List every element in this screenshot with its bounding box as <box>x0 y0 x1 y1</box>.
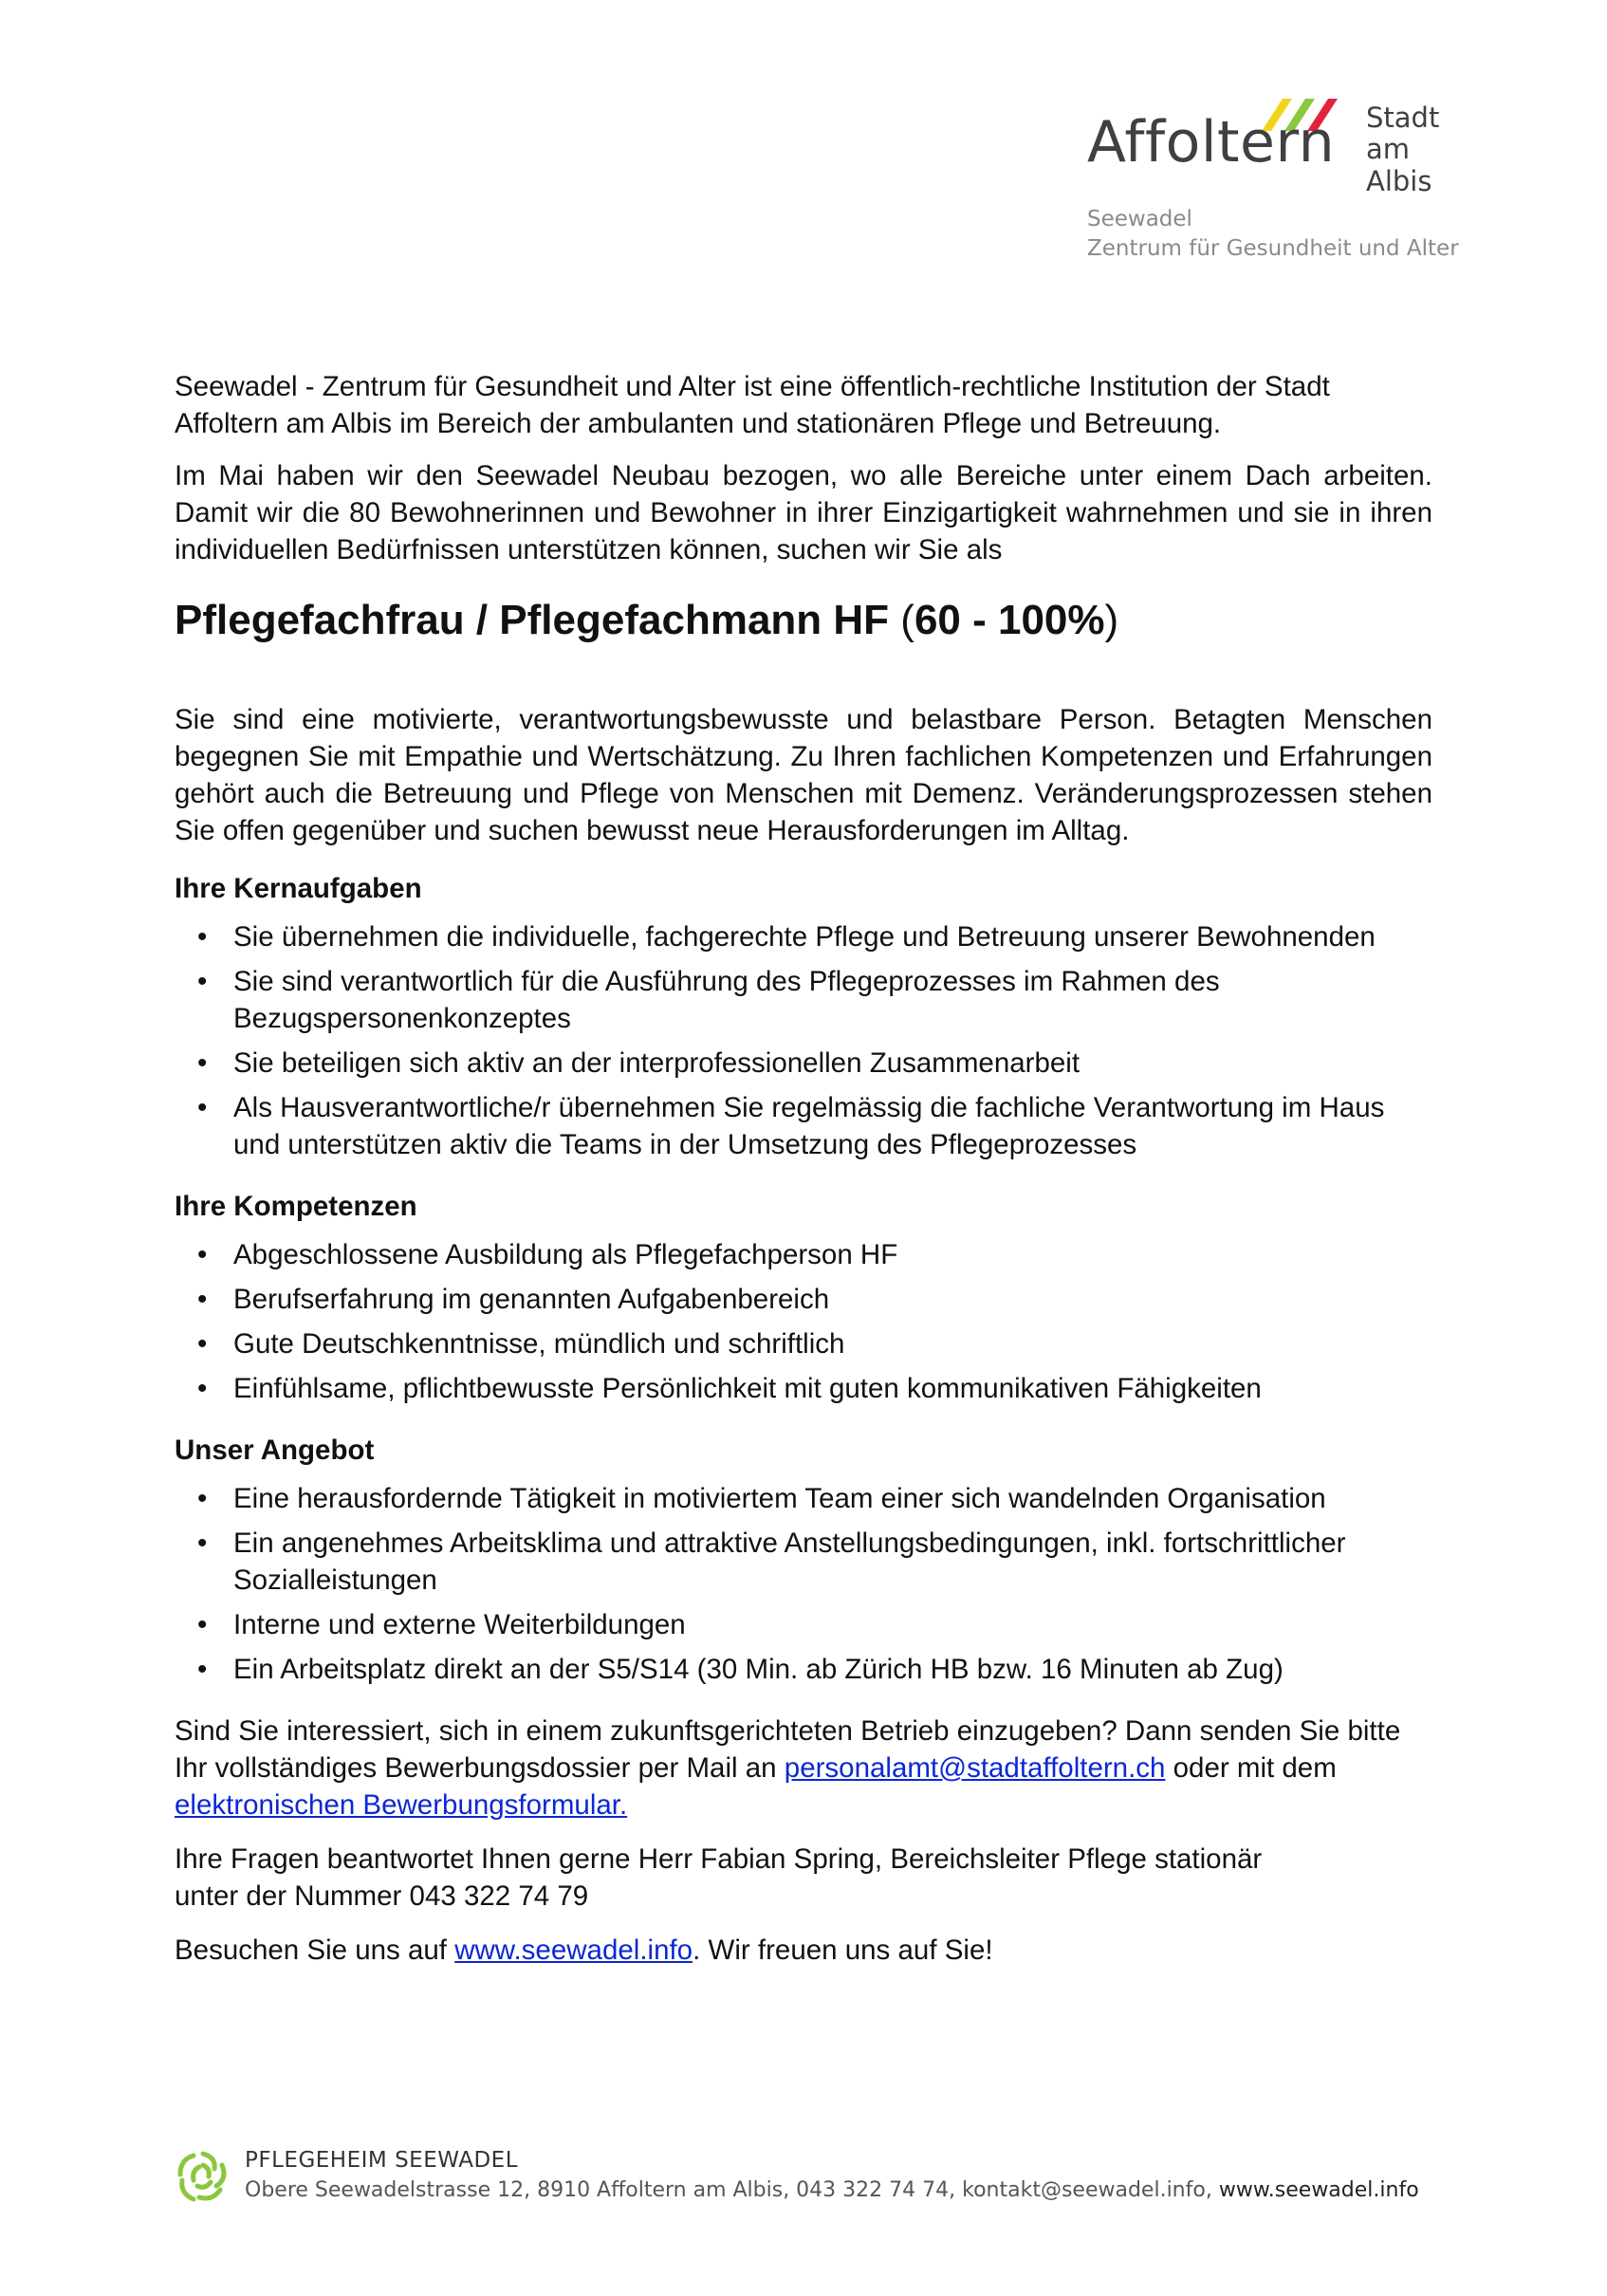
list-item-text: Als Hausverantwortliche/r übernehmen Sie regelmässig die fachliche Verantwortung im Haus und unterstützen aktiv die Teams in der Umsetzung des Pflegeprozesses <box>233 1092 1385 1160</box>
bullet-icon: • <box>197 1284 208 1315</box>
footer <box>173 2146 1463 2213</box>
bullet-icon: • <box>197 1092 208 1123</box>
intro-paragraph-1: Seewadel - Zentrum für Gesundheit und Alter ist eine öffentlich-rechtliche Institution der Stadt Affoltern am Albis im Bereich der ambulanten und stationären Pflege und Betreuung. <box>175 371 1330 439</box>
list-item <box>175 1236 1432 1273</box>
section-heading: Ihre Kernaufgaben <box>175 873 422 904</box>
cta-paragraph <box>175 1713 1432 1824</box>
list-item <box>175 1480 1432 1517</box>
section-heading: Ihre Kompetenzen <box>175 1191 417 1222</box>
list-item <box>175 1089 1432 1163</box>
list-item <box>175 1045 1432 1082</box>
email-link[interactable]: personalamt@stadtaffoltern.ch <box>784 1752 1166 1784</box>
bullet-icon: • <box>197 966 208 997</box>
section-kernaufgaben <box>175 870 1432 1163</box>
footer-website: www.seewadel.info <box>1218 2178 1419 2202</box>
list-item-text: Eine herausfordernde Tätigkeit in motiviertem Team einer sich wandelnden Organisation <box>233 1483 1326 1514</box>
list-item-text: Sie beteiligen sich aktiv an der interprofessionellen Zusammenarbeit <box>233 1047 1081 1079</box>
list-item <box>175 1281 1432 1318</box>
bullet-icon: • <box>197 1483 208 1514</box>
list-item <box>175 918 1432 955</box>
cta-text-1: Sind Sie interessiert, sich in einem zukunftsgerichteten Betrieb einzugeben? Dann senden Sie bitte Ihr vollständiges Bewerbungsdossier per Mail an <box>175 1715 1401 1784</box>
header-logo <box>1044 85 1480 275</box>
list-item-text: Sie sind verantwortlich für die Ausführung des Pflegeprozesses im Rahmen des Bezugspersonenkonzeptes <box>233 966 1220 1034</box>
job-title-paren-open: ( <box>900 597 914 643</box>
list-item-text: Ein Arbeitsplatz direkt an der S5/S14 (30 Min. ab Zürich HB bzw. 16 Minuten ab Zug) <box>233 1654 1284 1685</box>
website-link[interactable]: www.seewadel.info <box>454 1935 693 1966</box>
bullet-icon: • <box>197 1239 208 1270</box>
job-title-percent: 60 - 100% <box>914 597 1105 643</box>
job-title-main: Pflegefachfrau / Pflegefachmann HF <box>175 597 901 643</box>
logo-stadt-line1: Stadt <box>1366 102 1440 134</box>
list-item <box>175 1325 1432 1362</box>
logo-subtitle-line2: Zentrum für Gesundheit und Alter <box>1087 236 1459 262</box>
list-item <box>175 1606 1432 1643</box>
application-form-link[interactable]: elektronischen Bewerbungsformular. <box>175 1789 628 1821</box>
list-item <box>175 1370 1432 1407</box>
document-body <box>175 368 1432 1969</box>
bullet-icon: • <box>197 1528 208 1559</box>
logo-stadt-line2: am Albis <box>1366 133 1432 197</box>
footer-institution-name: PFLEGEHEIM SEEWADEL <box>245 2148 519 2173</box>
job-title-paren-close: ) <box>1104 597 1119 643</box>
job-title <box>175 593 1432 648</box>
list-item <box>175 1651 1432 1688</box>
pflegeheim-swirl-logo-icon <box>173 2146 233 2207</box>
section-angebot <box>175 1432 1432 1688</box>
questions-line-2: unter der Nummer 043 322 74 79 <box>175 1880 589 1912</box>
visit-text-2: . Wir freuen uns auf Sie! <box>693 1935 993 1966</box>
list-item-text: Einfühlsame, pflichtbewusste Persönlichkeit mit guten kommunikativen Fähigkeiten <box>233 1373 1262 1404</box>
questions-line-1: Ihre Fragen beantwortet Ihnen gerne Herr Fabian Spring, Bereichsleiter Pflege stationär <box>175 1843 1263 1875</box>
bullet-icon: • <box>197 1373 208 1404</box>
bullet-icon: • <box>197 921 208 953</box>
list-item <box>175 963 1432 1037</box>
list-item <box>175 1525 1432 1599</box>
cta-text-2: oder mit dem <box>1165 1752 1337 1784</box>
logo-city-name: Affoltern <box>1087 109 1336 176</box>
bullet-icon: • <box>197 1609 208 1640</box>
visit-text-1: Besuchen Sie uns auf <box>175 1935 455 1966</box>
bullet-list <box>175 918 1432 1163</box>
section-heading: Unser Angebot <box>175 1435 375 1466</box>
list-item-text: Sie übernehmen die individuelle, fachgerechte Pflege und Betreuung unserer Bewohnenden <box>233 921 1376 953</box>
bullet-icon: • <box>197 1654 208 1685</box>
intro-paragraph-2: Im Mai haben wir den Seewadel Neubau bezogen, wo alle Bereiche unter einem Dach arbeiten. Damit wir die 80 Bewohnerinnen und Bewohner in ihrer Einzigartigkeit wahrnehmen und sie in ihren individuellen Bedürfnissen unterstützen können, suchen wir Sie als <box>175 460 1432 565</box>
profile-paragraph: Sie sind eine motivierte, verantwortungsbewusste und belastbare Person. Betagten Menschen begegnen Sie mit Empathie und Wertschätzung. Zu Ihren fachlichen Kompetenzen und Erfahrungen gehört auch die Betreuung und Pflege von Menschen mit Demenz. Veränderungsprozessen stehen Sie offen gegenüber und suchen bewusst neue Herausforderungen im Alltag. <box>175 704 1432 846</box>
logo-subtitle <box>1087 205 1459 264</box>
list-item-text: Interne und externe Weiterbildungen <box>233 1609 686 1640</box>
footer-address-text: Obere Seewadelstrasse 12, 8910 Affoltern am Albis, 043 322 74 74, kontakt@seewadel.info, <box>245 2178 1219 2202</box>
logo-subtitle-line1: Seewadel <box>1087 207 1192 231</box>
bullet-list <box>175 1236 1432 1407</box>
list-item-text: Berufserfahrung im genannten Aufgabenbereich <box>233 1284 830 1315</box>
bullet-list <box>175 1480 1432 1688</box>
section-kompetenzen <box>175 1188 1432 1407</box>
footer-address <box>245 2178 1419 2202</box>
questions-paragraph <box>175 1841 1432 1915</box>
bullet-icon: • <box>197 1328 208 1360</box>
visit-paragraph <box>175 1932 1432 1969</box>
bullet-icon: • <box>197 1047 208 1079</box>
list-item-text: Ein angenehmes Arbeitsklima und attraktive Anstellungsbedingungen, inkl. fortschrittlicher Sozialleistungen <box>233 1528 1346 1596</box>
list-item-text: Gute Deutschkenntnisse, mündlich und schriftlich <box>233 1328 845 1360</box>
list-item-text: Abgeschlossene Ausbildung als Pflegefachperson HF <box>233 1239 898 1270</box>
logo-stadt-text <box>1366 102 1480 197</box>
